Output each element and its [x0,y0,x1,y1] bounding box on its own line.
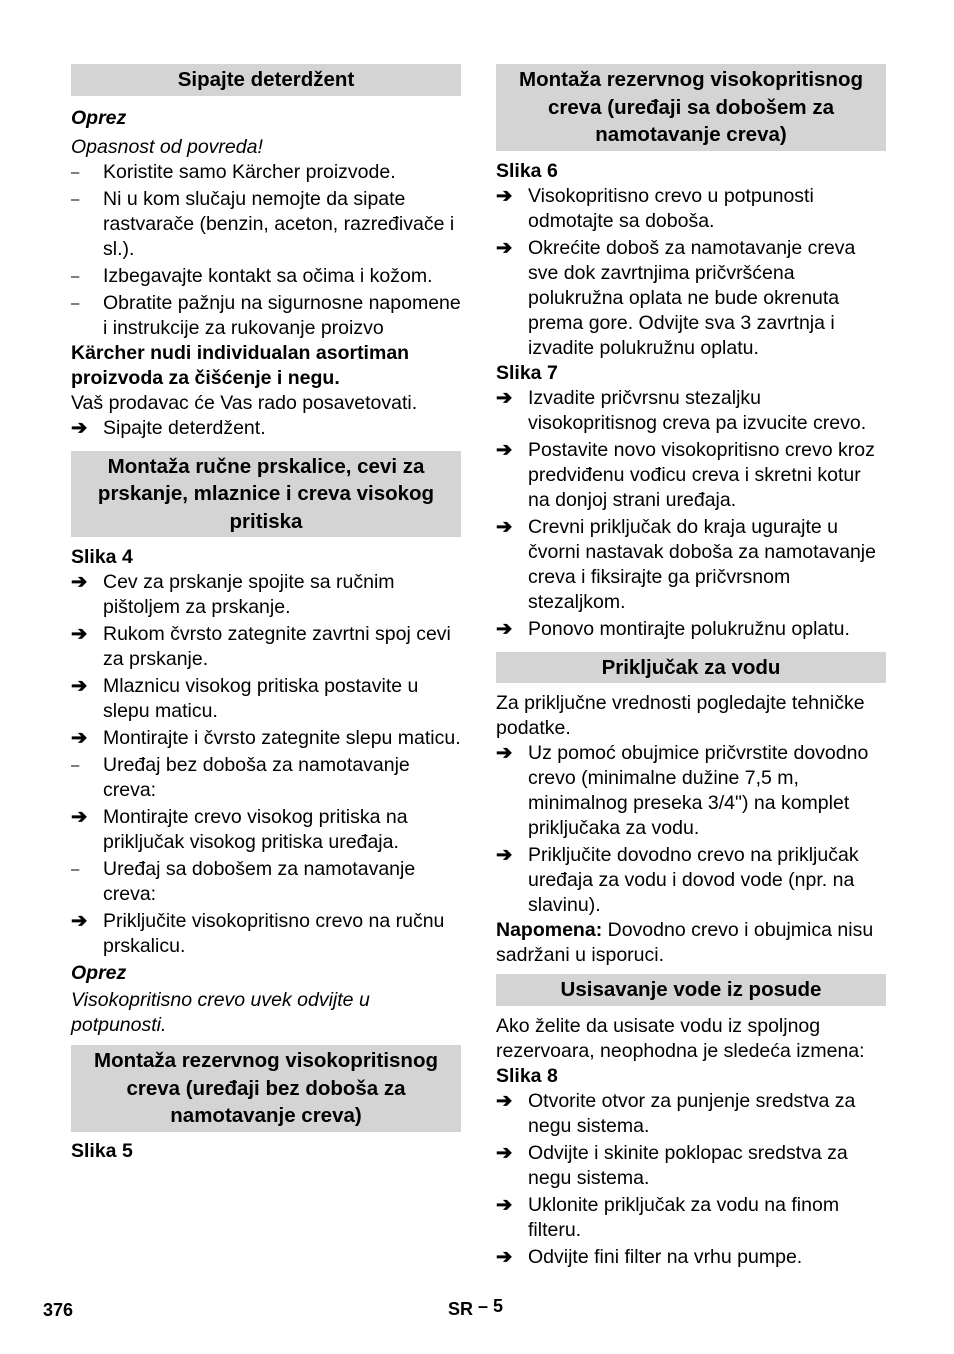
step-item: ➔ Priključite dovodno crevo na priključak uređaja za vodu i dovod vode (npr. na slavinu). [496,844,859,916]
section-heading-water: Priključak za vodu [496,652,886,684]
section-page: – 5 [478,1296,504,1316]
arrow-right-icon: ➔ [71,806,88,828]
step-item: – Uređaj sa dobošem za namotavanje creva: [71,858,416,905]
steps-fig4 [71,570,461,959]
left-column [71,64,461,1164]
arrow-right-icon: ➔ [71,727,88,749]
arrow-right-icon: ➔ [496,1193,513,1216]
arrow-right-icon: ➔ [71,623,88,645]
suction-intro: Ako želite da usisate vodu iz spoljnog rezervoara, neophodna je sledeća izmena: [496,1014,865,1062]
section-heading-detergent: Sipajte deterdžent [71,64,461,96]
step-item: ➔ Sipajte deterdžent. [71,416,266,439]
dash-bullet-icon: – [71,267,80,285]
note [496,918,886,968]
step-item: ➔ Rukom čvrsto zategnite zavrtni spoj cevi za prskanje. [71,623,451,670]
arrow-right-icon: ➔ [496,515,513,538]
arrow-right-icon: ➔ [496,1245,513,1268]
step-item: ➔ Odvijte i skinite poklopac sredstva za negu sistema. [496,1141,848,1189]
step-item: ➔ Crevni priključak do kraja ugurajte u čvorni nastavak doboša za namotavanje creva i fiksirajte ga pričvrsnom stezaljkom. [496,515,876,613]
arrow-right-icon: ➔ [496,1141,513,1164]
dash-bullet-icon: – [71,861,80,878]
section-heading-hose-no-reel: Montaža rezervnog visokopritisnog creva (uređaji bez doboša za namotavanje creva) [71,1045,461,1132]
list-item: – Koristite samo Kärcher proizvode. [71,160,396,183]
kaercher-note: Kärcher nudi individualan asortiman proizvoda za čišćenje i negu. [71,341,410,389]
dash-bullet-icon: – [71,294,80,312]
arrow-right-icon: ➔ [496,844,513,866]
page-number: 376 [43,1300,74,1320]
language-page-label [448,1297,503,1322]
right-column [496,64,886,1270]
caution-label: Oprez [71,106,127,129]
language-code: SR [448,1299,474,1319]
figure-ref-8: Slika 8 [496,1064,558,1087]
dash-bullet-icon: – [71,190,80,208]
arrow-right-icon: ➔ [496,1089,513,1112]
step-item: ➔ Otvorite otvor za punjenje sredstva za negu sistema. [496,1089,856,1137]
dash-bullet-icon: – [71,163,80,181]
section-heading-hose-with-reel: Montaža rezervnog visokopritisnog creva (uređaji sa dobošem za namotavanje creva) [496,64,886,151]
arrow-right-icon: ➔ [496,236,513,259]
step-item: ➔ Montirajte crevo visokog pritiska na priključak visokog pritiska uređaja. [71,806,408,853]
step-item: ➔ Okrećite doboš za namotavanje creva sve dok zavrtnjima pričvršćena polukružna oplata ne bude okrenuta prema gore. Odvijte sva 3 zavrtnja i izvadite polukružnu oplatu. [496,236,856,359]
step-item: ➔ Odvijte fini filter na vrhu pumpe. [496,1245,803,1268]
step-item: ➔ Postavite novo visokopritisno crevo kroz predviđenu vođicu creva i skretni kotur na donjoj strani uređaja. [496,438,875,511]
caution-label-2: Oprez [71,962,127,984]
list-item: – Ni u kom slučaju nemojte da sipate rastvarače (benzin, aceton, razređivače i sl.). [71,187,455,260]
arrow-right-icon: ➔ [496,438,513,461]
section-heading-suction: Usisavanje vode iz posude [496,974,886,1006]
step-item: ➔ Priključite visokopritisno crevo na ručnu prskalicu. [71,910,445,957]
step-item: ➔ Izvadite pričvrsnu stezaljku visokopritisnog creva pa izvucite crevo. [496,386,867,434]
arrow-right-icon: ➔ [496,386,513,409]
arrow-right-icon: ➔ [71,571,88,593]
step-item: ➔ Cev za prskanje spojite sa ručnim pištoljem za prskanje. [71,571,395,618]
list-item: – Izbegavajte kontakt sa očima i kožom. [71,264,433,287]
step-item: ➔ Mlaznicu visokog pritiska postavite u slepu maticu. [71,675,419,722]
step-item: ➔ Uz pomoć obujmice pričvrstite dovodno crevo (minimalne dužine 7,5 m, minimalnog preseka 3/4") na komplet priključaka za vodu. [496,742,869,839]
arrow-right-icon: ➔ [496,742,513,764]
water-intro: Za priključne vrednosti pogledajte tehničke podatke. [496,692,865,739]
note-label: Napomena: [496,919,603,941]
note-text: Dovodno crevo i obujmica nisu sadržani u isporuci. [496,919,874,966]
dealer-text: Vaš prodavac će Vas rado posavetovati. [71,391,418,414]
arrow-right-icon: ➔ [496,617,513,640]
figure-ref-6: Slika 6 [496,159,558,182]
step-item: ➔ Ponovo montirajte polukružnu oplatu. [496,617,850,640]
caution-text: Opasnost od povreda! [71,135,263,158]
list-item: – Obratite pažnju na sigurnosne napomene i instrukcije za rukovanje proizvo [71,291,461,339]
figure-ref: Slika 4 [71,546,133,568]
figure-ref-5: Slika 5 [71,1139,133,1162]
arrow-right-icon: ➔ [71,416,88,439]
step-item: ➔ Visokopritisno crevo u potpunosti odmotajte sa doboša. [496,184,814,232]
figure-ref-7: Slika 7 [496,361,558,384]
step-item: – Uređaj bez doboša za namotavanje creva: [71,754,410,801]
arrow-right-icon: ➔ [71,910,88,932]
step-item: ➔ Montirajte i čvrsto zategnite slepu maticu. [71,727,461,749]
section-heading-spray-gun: Montaža ručne prskalice, cevi za prskanje, mlaznice i creva visokog pritiska [71,451,461,538]
arrow-right-icon: ➔ [496,184,513,207]
step-item: ➔ Uklonite priključak za vodu na finom filteru. [496,1193,840,1241]
caution-text-2: Visokopritisno crevo uvek odvijte u potpunosti. [71,989,370,1036]
arrow-right-icon: ➔ [71,675,88,697]
dash-bullet-icon: – [71,757,80,774]
